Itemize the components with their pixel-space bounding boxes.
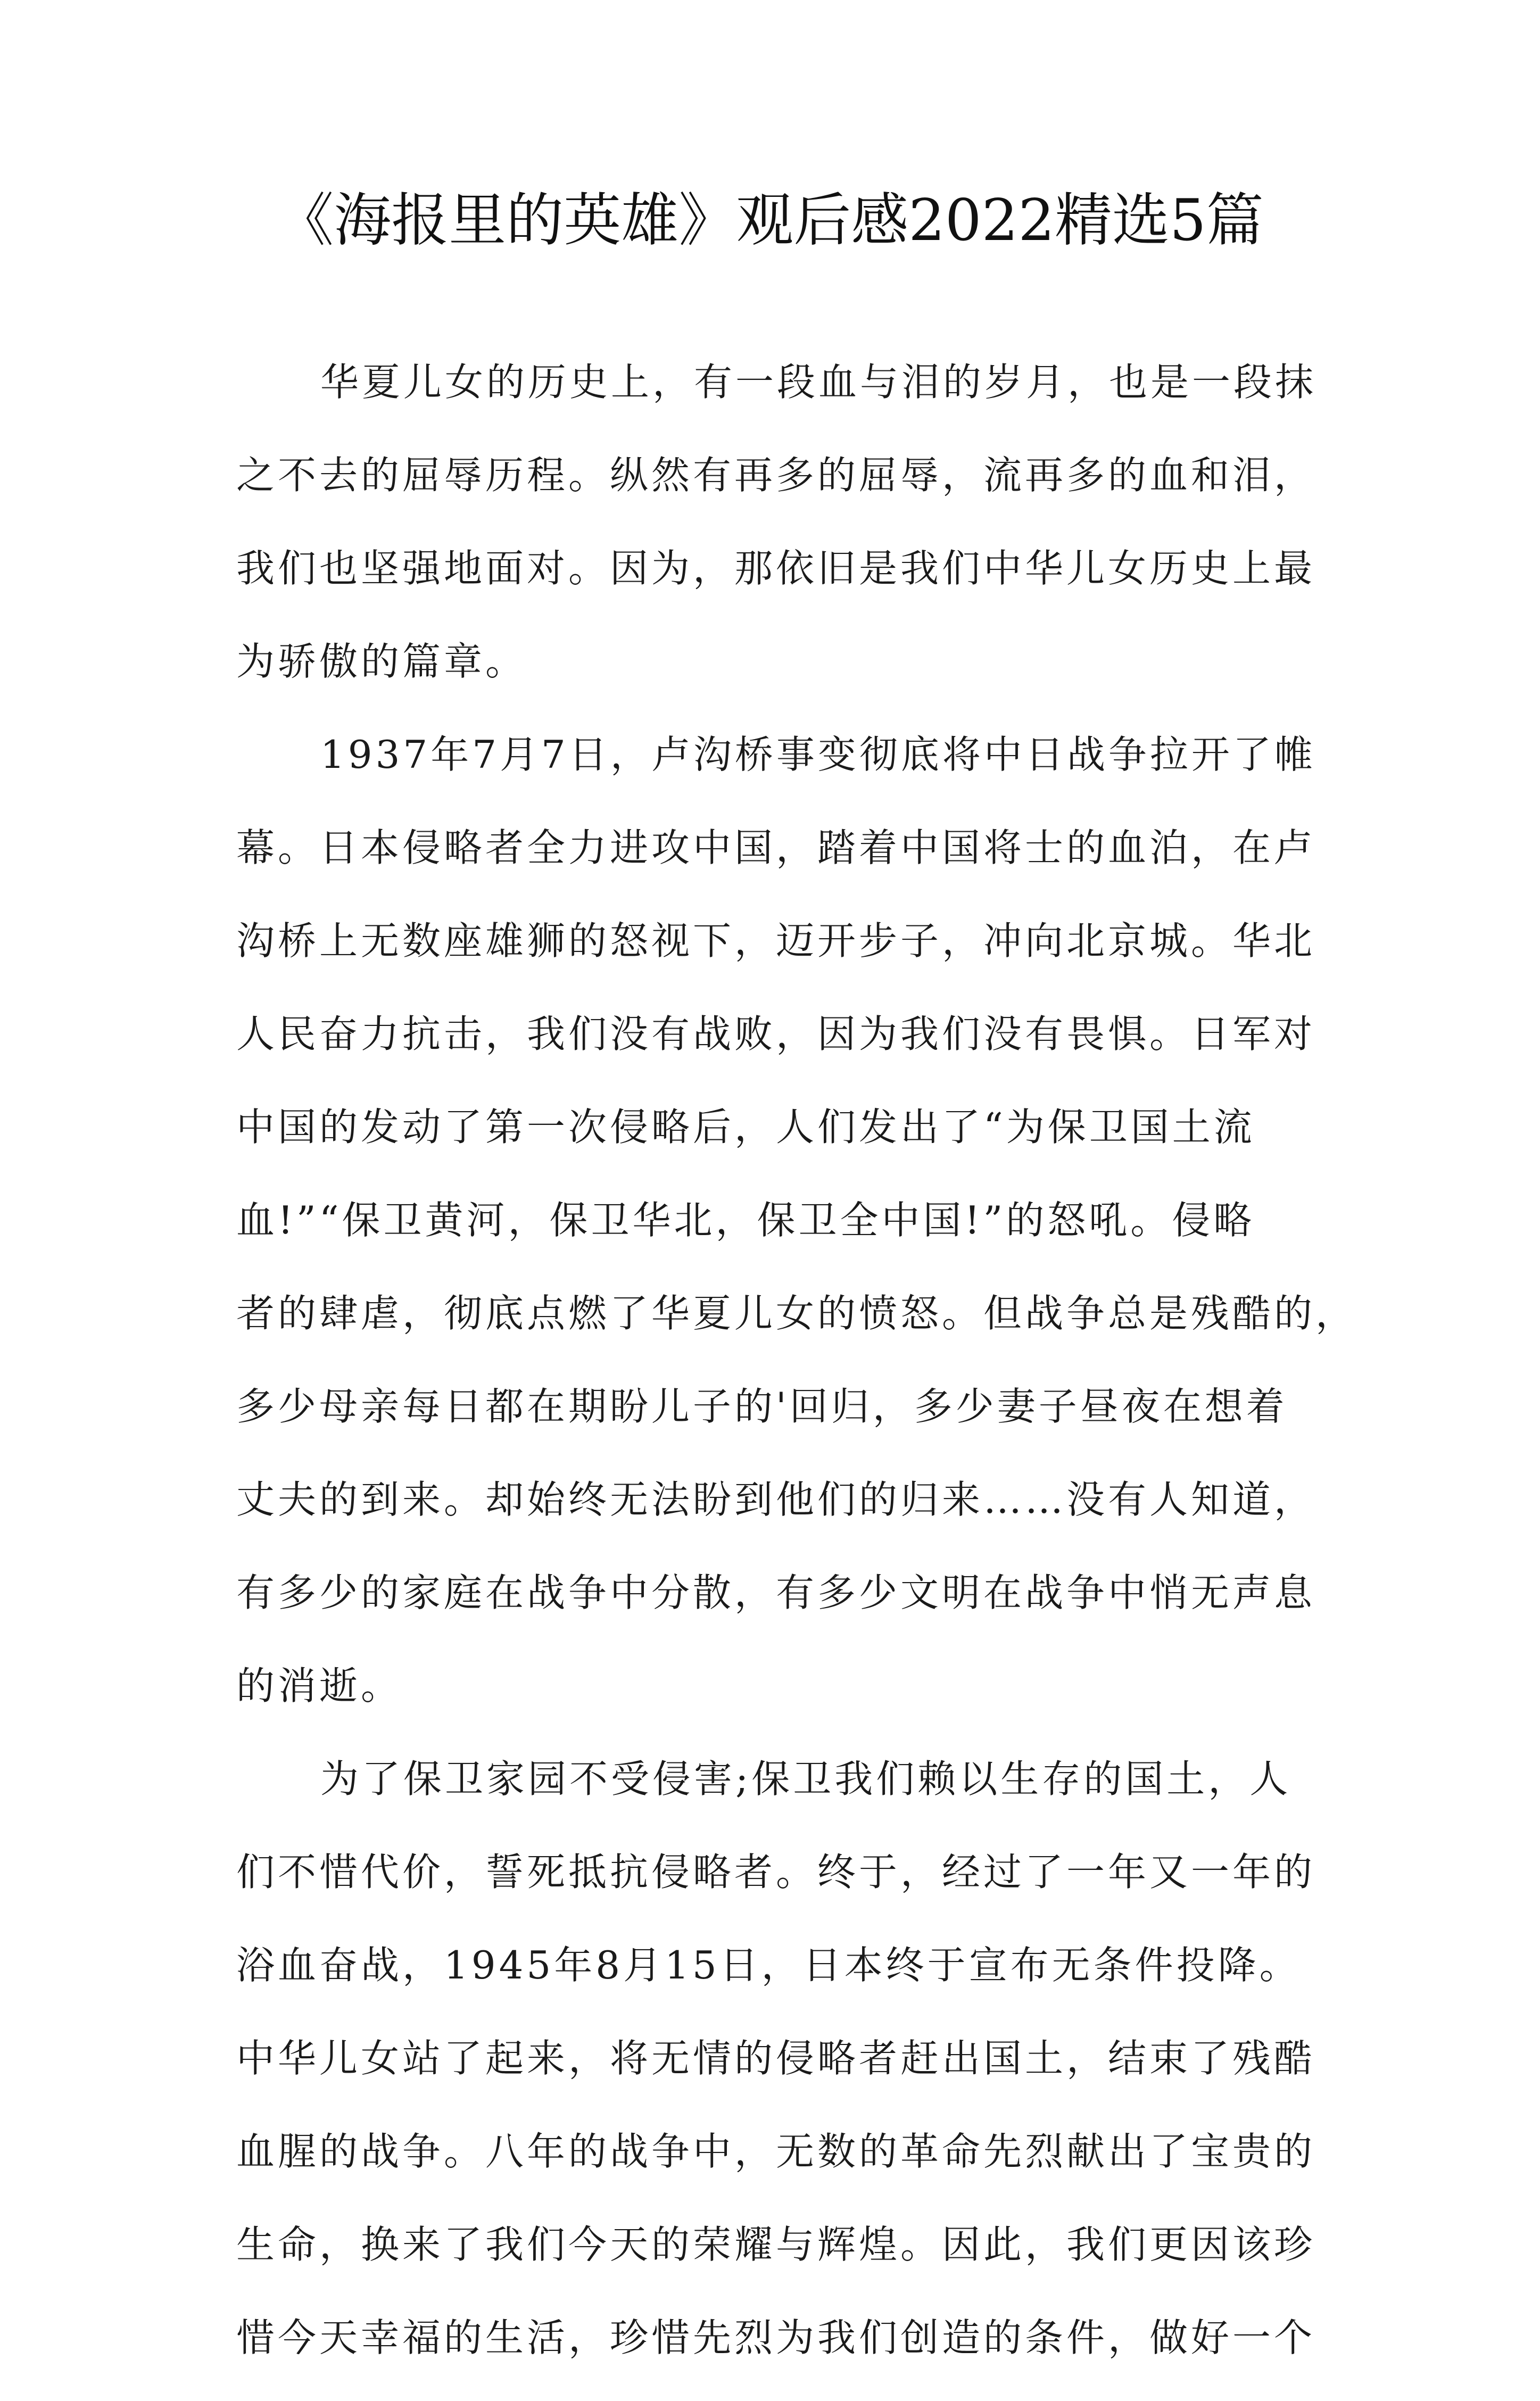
text-line: 幕。日本侵略者全力进攻中国，踏着中国将士的血泊，在卢 [236, 825, 1316, 870]
text-line: 血腥的战争。八年的战争中，无数的革命先烈献出了宝贵的 [236, 2129, 1316, 2174]
text-line: 有多少的家庭在战争中分散，有多少文明在战争中悄无声息 [236, 1570, 1316, 1615]
text-line: 华夏儿女的历史上，有一段血与泪的岁月，也是一段抹 [320, 360, 1317, 404]
text-line: 中国的发动了第一次侵略后，人们发出了“为保卫国土流 [236, 1105, 1255, 1149]
text-line: 丈夫的到来。却始终无法盼到他们的归来……没有人知道， [236, 1477, 1316, 1522]
text-line: 为了保卫家园不受侵害;保卫我们赖以生存的国土，人 [320, 1757, 1291, 1801]
document-body [236, 352, 1357, 2401]
text-line: 者的肆虐，彻底点燃了华夏儿女的愤怒。但战争总是残酷的， [236, 1291, 1357, 1336]
text-line: 之不去的屈辱历程。纵然有再多的屈辱，流再多的血和泪， [236, 453, 1316, 498]
text-line: 们不惜代价，誓死抵抗侵略者。终于，经过了一年又一年的 [236, 1850, 1316, 1894]
text-line: 惜今天幸福的生活，珍惜先烈为我们创造的条件，做好一个 [236, 2315, 1316, 2360]
text-line: 沟桥上无数座雄狮的怒视下，迈开步子，冲向北京城。华北 [236, 918, 1316, 963]
text-line: 多少母亲每日都在期盼儿子的'回归，多少妻子昼夜在想着 [236, 1384, 1288, 1429]
text-line: 浴血奋战，1945年8月15日，日本终于宣布无条件投降。 [236, 1943, 1301, 1988]
text-line: 为骄傲的篇章。 [236, 639, 527, 684]
paragraph-1 [236, 352, 1317, 691]
text-line: 血!”“保卫黄河，保卫华北，保卫全中国!”的怒吼。侵略 [236, 1198, 1255, 1243]
paragraph-3 [236, 1749, 1316, 2367]
text-line: 中华儿女站了起来，将无情的侵略者赶出国土，结束了残酷 [236, 2036, 1316, 2081]
text-line: 我们也坚强地面对。因为，那依旧是我们中华儿女历史上最 [236, 546, 1316, 591]
text-line: 1937年7月7日，卢沟桥事变彻底将中日战争拉开了帷 [320, 732, 1316, 777]
text-line: 生命，换来了我们今天的荣耀与辉煌。因此，我们更因该珍 [236, 2222, 1316, 2267]
document-title: 《海报里的英雄》观后感2022精选5篇 [276, 187, 1264, 254]
text-line: 的消逝。 [236, 1663, 403, 1708]
text-line: 人民奋力抗击，我们没有战败，因为我们没有畏惧。日军对 [236, 1012, 1316, 1056]
paragraph-2 [236, 725, 1357, 1716]
